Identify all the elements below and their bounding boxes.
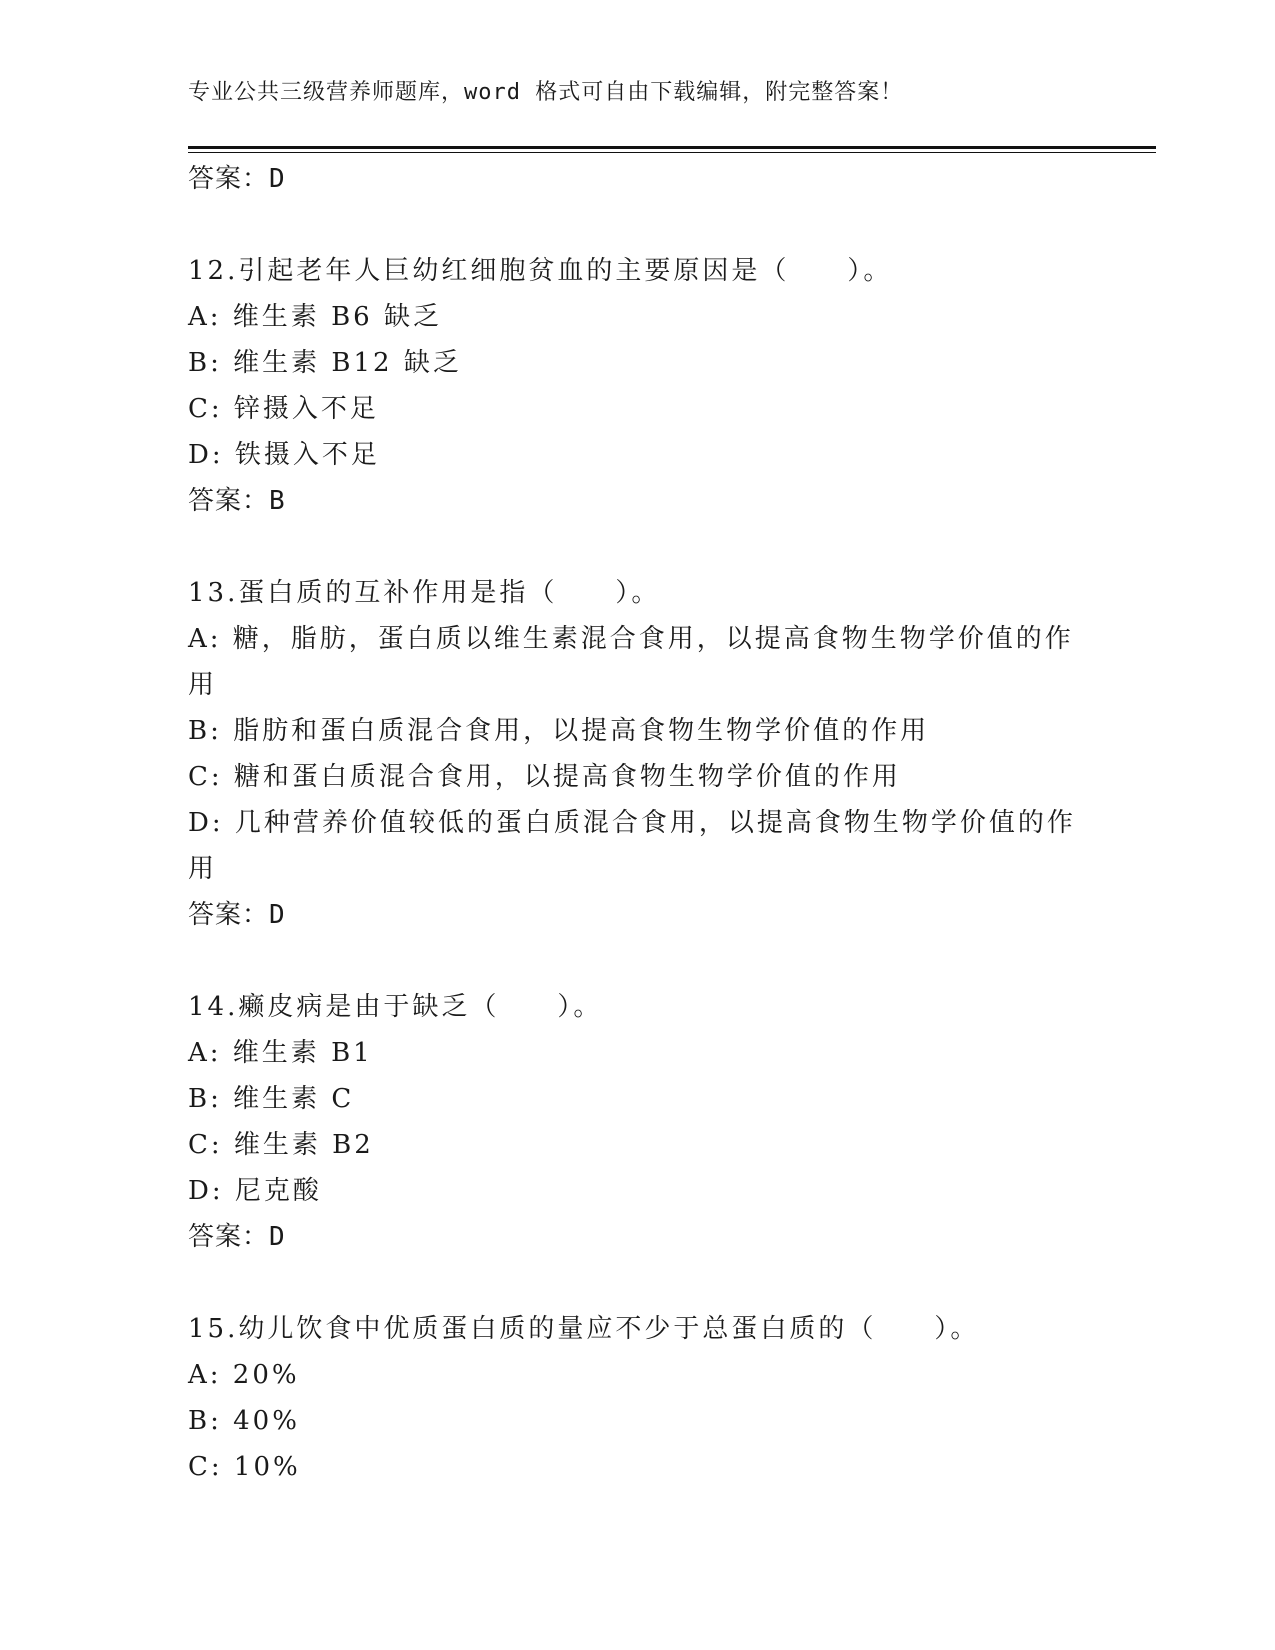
- question-stem: 13.蛋白质的互补作用是指（ ）。: [188, 578, 661, 608]
- option-c: C: 10%: [188, 1452, 301, 1482]
- option-c: C: 锌摄入不足: [188, 394, 379, 424]
- question-stem: 12.引起老年人巨幼红细胞贫血的主要原因是（ ）。: [188, 256, 893, 286]
- spacer: [188, 202, 1088, 248]
- option-b: B: 维生素 C: [188, 1084, 355, 1114]
- question-14: [188, 984, 1088, 1260]
- question-15: [188, 1306, 1088, 1490]
- option-a: A: 糖，脂肪，蛋白质以维生素混合食用，以提高食物生物学价值的作: [188, 624, 1074, 654]
- question-stem: 15.幼儿饮食中优质蛋白质的量应不少于总蛋白质的（ ）。: [188, 1314, 980, 1344]
- spacer: [188, 1260, 1088, 1306]
- question-stem: 14.癞皮病是由于缺乏（ ）。: [188, 992, 603, 1022]
- spacer: [188, 938, 1088, 984]
- question-list: [188, 156, 1088, 1490]
- header-divider-thin: [188, 152, 1156, 153]
- option-a-continued: 用: [188, 670, 218, 700]
- answer-12: 答案：B: [188, 486, 286, 516]
- option-b: B: 维生素 B12 缺乏: [188, 348, 462, 378]
- answer-13: 答案：D: [188, 900, 286, 930]
- question-13: [188, 570, 1088, 938]
- answer-11: 答案：D: [188, 164, 286, 194]
- option-d: D: 尼克酸: [188, 1176, 322, 1206]
- option-c: C: 维生素 B2: [188, 1130, 374, 1160]
- answer-14: 答案：D: [188, 1222, 286, 1252]
- question-12: [188, 248, 1088, 524]
- option-a: A: 维生素 B6 缺乏: [188, 302, 442, 332]
- option-a: A: 维生素 B1: [188, 1038, 373, 1068]
- page-header: 专业公共三级营养师题库，word 格式可自由下载编辑，附完整答案！: [188, 80, 904, 105]
- option-a: A: 20%: [188, 1360, 300, 1390]
- header-divider-thick: [188, 146, 1156, 149]
- option-d: D: 铁摄入不足: [188, 440, 380, 470]
- option-b: B: 40%: [188, 1406, 300, 1436]
- option-b: B: 脂肪和蛋白质混合食用，以提高食物生物学价值的作用: [188, 716, 930, 746]
- option-d: D: 几种营养价值较低的蛋白质混合食用，以提高食物生物学价值的作: [188, 808, 1076, 838]
- option-d-continued: 用: [188, 854, 218, 884]
- option-c: C: 糖和蛋白质混合食用，以提高食物生物学价值的作用: [188, 762, 901, 792]
- spacer: [188, 524, 1088, 570]
